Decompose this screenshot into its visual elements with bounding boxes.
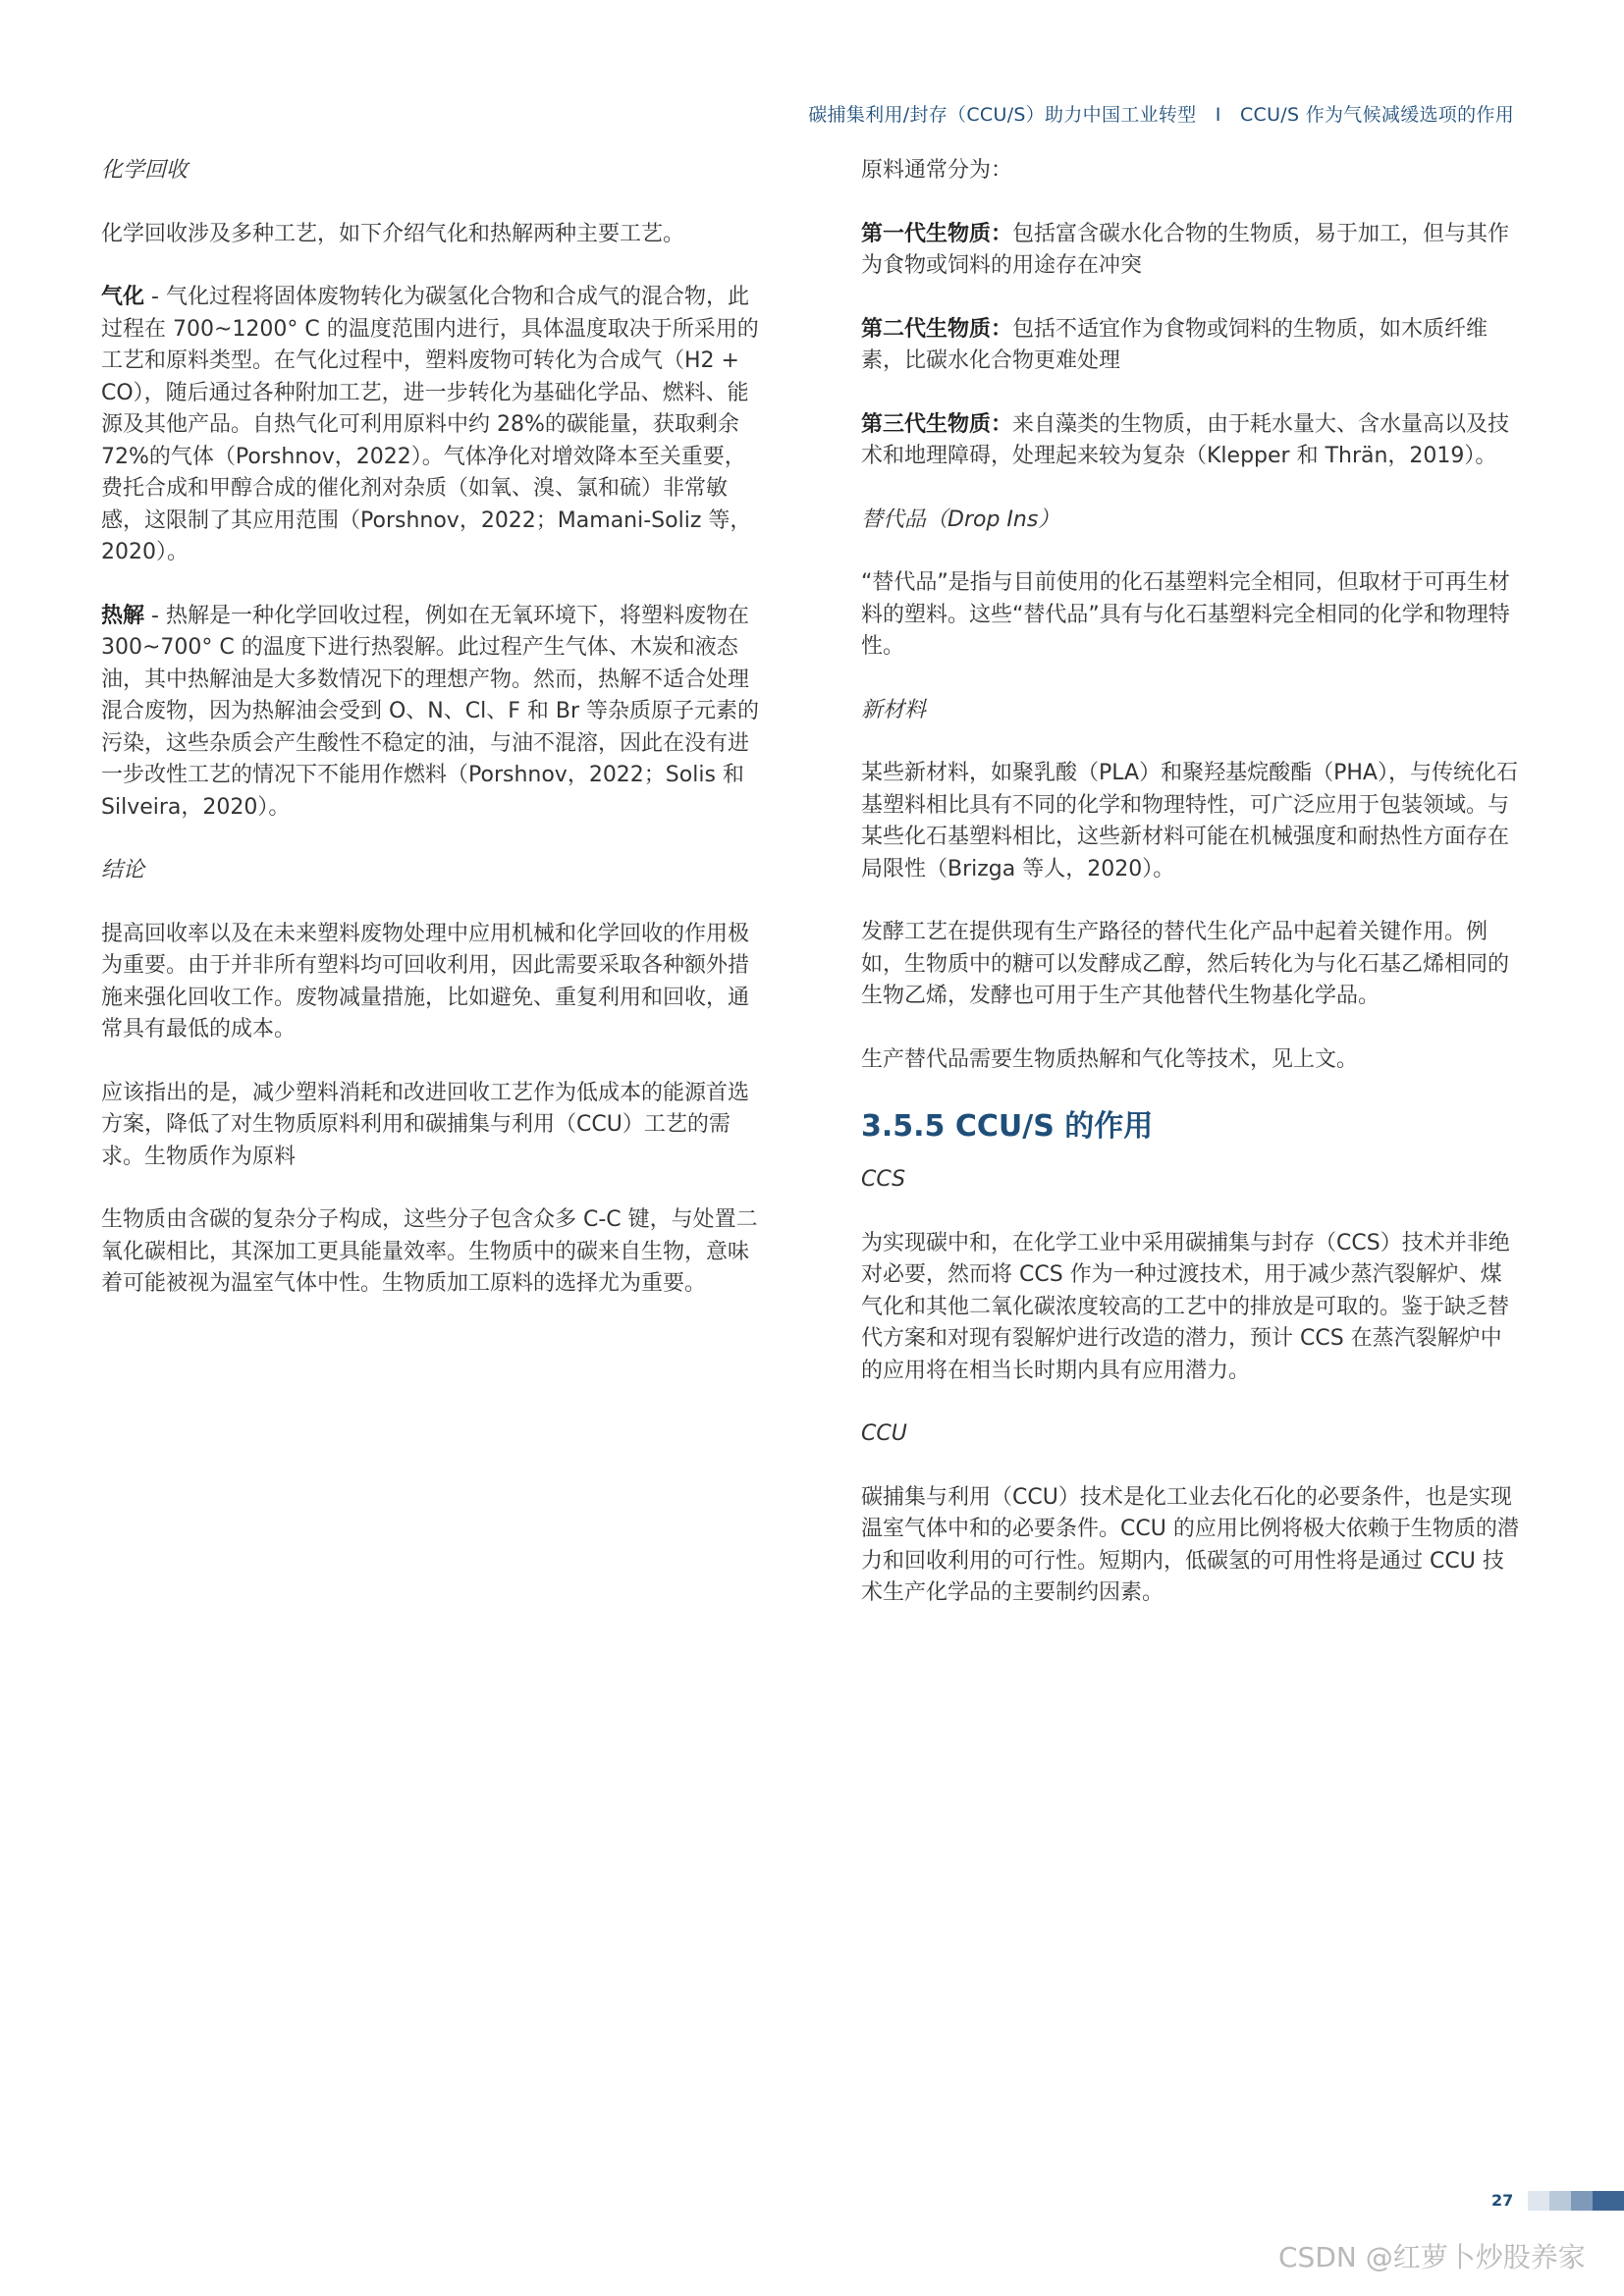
page-number: 27 [1491,2191,1514,2210]
footer-bar-segment [1571,2191,1593,2211]
gen3-paragraph [861,409,1521,473]
gen3-label: 第三代生物质： [861,411,1013,437]
gen2-paragraph [861,314,1521,378]
new-materials-heading: 新材料 [861,697,927,722]
new-materials-paragraph-1: 某些新材料，如聚乳酸（PLA）和聚羟基烷酸酯（PHA），与传统化石基塑料相比具有不同的化学和物理特性，可广泛应用于包装领域。与某些化石基塑料相比，这些新材料可能在机械强度和耐热性方面存在局限性（Brizga 等人，2020）。 [861,761,1518,881]
feedstock-intro: 原料通常分为： [861,158,1013,183]
left-column [101,155,761,1332]
ccs-paragraph: 为实现碳中和，在化学工业中采用碳捕集与封存（CCS）技术并非绝对必要，然而将 CCS 作为一种过渡技术，用于减少蒸汽裂解炉、煤气化和其他二氧化碳浓度较高的工艺中的排放是可取的。鉴于缺乏替代方案和对现有裂解炉进行改造的潜力，预计 CCS 在蒸汽裂解炉中的应用将在相当长时期内具有应用潜力。 [861,1230,1510,1383]
gasification-label: 气化 [101,285,145,309]
new-materials-paragraph-3: 生产替代品需要生物质热解和气化等技术，见上文。 [861,1046,1359,1072]
gen1-label: 第一代生物质： [861,221,1013,246]
gasification-paragraph [101,282,761,569]
gen2-text: 包括不适宜作为食物或饲料的生物质，如木质纤维素，比碳水化合物更难处理 [861,316,1489,373]
conclusion-paragraph-1: 提高回收率以及在未来塑料废物处理中应用机械和化学回收的作用极为重要。由于并非所有塑料均可回收利用，因此需要采取各种额外措施来强化回收工作。废物减量措施，比如避免、重复利用和回收，通常具有最低的成本。 [101,921,750,1041]
pyrolysis-label: 热解 [101,603,145,628]
gen1-paragraph [861,219,1521,283]
footer-color-bar [1528,2191,1624,2211]
chem-recycling-intro: 化学回收涉及多种工艺，如下介绍气化和热解两种主要工艺。 [101,221,685,246]
conclusion-paragraph-2: 应该指出的是，减少塑料消耗和改进回收工艺作为低成本的能源首选方案，降低了对生物质原料利用和碳捕集与利用（CCU）工艺的需求。生物质作为原料 [101,1080,750,1169]
pyrolysis-paragraph [101,601,761,825]
right-column [861,155,1521,1641]
biomass-paragraph: 生物质由含碳的复杂分子构成，这些分子包含众多 C-C 键，与处置二氧化碳相比，其深加工更具能量效率。生物质中的碳来自生物，意味着可能被视为温室气体中性。生物质加工原料的选择尤为重要。 [101,1207,758,1296]
footer-bar-segment [1593,2191,1624,2211]
new-materials-paragraph-2: 发酵工艺在提供现有生产路径的替代生化产品中起着关键作用。例如，生物质中的糖可以发酵成乙醇，然后转化为与化石基乙烯相同的生物乙烯，发酵也可用于生产其他替代生物基化学品。 [861,920,1510,1008]
dropins-heading: 替代品（Drop Ins） [861,507,1060,532]
gen2-label: 第二代生物质： [861,316,1013,342]
ccu-heading: CCU [861,1421,907,1446]
ccs-heading: CCS [861,1167,906,1192]
csdn-watermark: CSDN @红萝卜炒股养家 [1278,2241,1586,2273]
footer-bar-segment [1528,2191,1549,2211]
chem-recycling-heading: 化学回收 [101,158,189,183]
gen1-text: 包括富含碳水化合物的生物质，易于加工，但与其作为食物或饲料的用途存在冲突 [861,221,1510,278]
pyrolysis-text: - 热解是一种化学回收过程，例如在无氧环境下，将塑料废物在 300~700° C 的温度下进行热裂解。此过程产生气体、木炭和液态油，其中热解油是大多数情况下的理想产物。然而，热解不适合处理混合废物，因为热解油会受到 O、N、Cl、F 和 Br 等杂质原子元素的污染，这些杂质会产生酸性不稳定的油，与油不混溶，因此在没有进一步改性工艺的情况下不能用作燃料（Porshnov，2022；Solis 和 Silveira，2020）。 [101,603,760,820]
ccu-paragraph: 碳捕集与利用（CCU）技术是化工业去化石化的必要条件，也是实现温室气体中和的必要条件。CCU 的应用比例将极大依赖于生物质的潜力和回收利用的可行性。短期内，低碳氢的可用性将是通过 CCU 技术生产化学品的主要制约因素。 [861,1484,1519,1605]
running-header: 碳捕集利用/封存（CCU/S）助力中国工业转型 I CCU/S 作为气候减缓选项的作用 [808,104,1514,126]
dropins-paragraph: “替代品”是指与目前使用的化石基塑料完全相同，但取材于可再生材料的塑料。这些“替代品”具有与化石基塑料完全相同的化学和物理特性。 [861,570,1510,659]
footer-bar-segment [1549,2191,1571,2211]
gasification-text: - 气化过程将固体废物转化为碳氢化合物和合成气的混合物，此过程在 700~1200° C 的温度范围内进行，具体温度取决于所采用的工艺和原料类型。在气化过程中，塑料废物可转化为合成气（H2 + CO），随后通过各种附加工艺，进一步转化为基础化学品、燃料、能源及其他产品。自热气化可利用原料中约 28%的碳能量，获取剩余 72%的气体（Porshnov，2022）。气体净化对增效降本至关重要，费托合成和甲醇合成的催化剂对杂质（如氧、溴、氯和硫）非常敏感，这限制了其应用范围（Porshnov，2022；Mamani-Soliz 等，2020）。 [101,285,759,564]
conclusion-heading: 结论 [101,858,145,882]
section-heading: 3.5.5 CCU/S 的作用 [861,1109,1154,1144]
gen3-text: 来自藻类的生物质，由于耗水量大、含水量高以及技术和地理障碍，处理起来较为复杂（Klepper 和 Thrän，2019）。 [861,411,1510,468]
